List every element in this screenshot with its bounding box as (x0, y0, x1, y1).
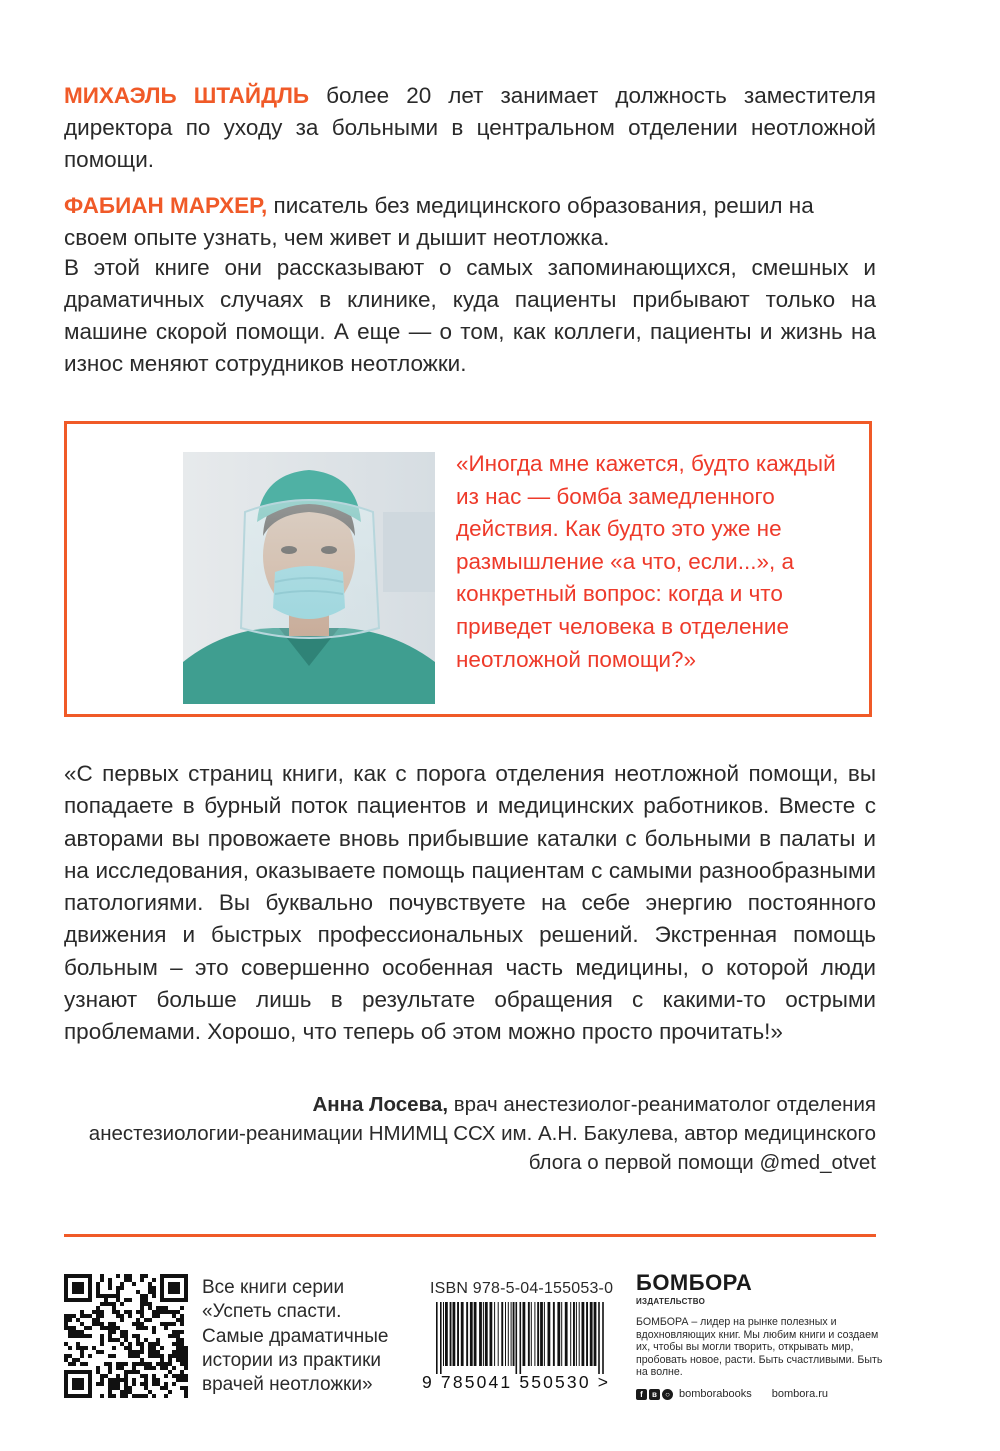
facebook-icon[interactable]: f (636, 1389, 647, 1400)
social-icons (636, 1389, 673, 1400)
authors-section (64, 80, 876, 254)
book-description: В этой книге они рассказывают о самых запоминающихся, смешных и драматичных случаях в клинике, куда пациенты прибывают только на машине скорой помощи. А еще — о том, как коллеги, пациенты и жизнь на износ меняют сотрудников неотложки. (64, 255, 876, 376)
instagram-icon[interactable]: ○ (662, 1389, 673, 1400)
isbn-label: ISBN 978-5-04-155053-0 (430, 1280, 614, 1297)
orange-divider (64, 1234, 876, 1237)
attribution-line-1 (64, 1090, 876, 1119)
publisher-sub: ИЗДАТЕЛЬСТВО (636, 1297, 706, 1306)
website-link[interactable]: bombora.ru (771, 1388, 829, 1400)
publisher-description: БОМБОРА – лидер на рынке полезных и вдохновляющих книг. Мы любим книги и создаем их, чтобы вы могли творить, открывать мир, пробовать новое, расти. Быть счастливыми. Быть на волне. (636, 1316, 883, 1379)
vk-icon[interactable]: в (649, 1389, 660, 1400)
series-text: Все книги серии «Успеть спасти. Самые драматичные истории из практики врачей неотложки» (202, 1277, 389, 1396)
author-1-paragraph (64, 80, 876, 176)
doctor-photo (183, 452, 435, 704)
social-handle[interactable]: bomborabooks (679, 1388, 752, 1400)
reviewer-name: Анна Лосева, (312, 1093, 449, 1116)
publisher-logo: БОМБОРА (636, 1270, 753, 1295)
reviewer-title-2: анестезиологии-реанимации НМИМЦ ССХ им. А.Н. Бакулева, автор медицинского (88, 1122, 876, 1145)
reviewer-title-1: врач анестезиолог-реаниматолог отделения (448, 1093, 876, 1116)
qr-code-icon[interactable] (64, 1274, 188, 1398)
barcode (420, 1302, 610, 1392)
reviewer-title-3: блога о первой помощи @med_otvet (528, 1151, 876, 1174)
review-attribution (64, 1090, 876, 1177)
highlight-quote: «Иногда мне кажется, будто каждый из нас — бомба замедленного действия. Как будто это уже не размышление «а что, если...», а конкретный вопрос: когда и что приведет человека в отделение неотложной помощи?» (456, 451, 836, 672)
quote-box (64, 421, 872, 717)
author-2-name: ФАБИАН МАРХЕР, (64, 193, 268, 218)
author-2-bio: писатель без медицинского образования, решил на своем опыте узнать, чем живет и дышит неотложка. (64, 193, 814, 250)
author-1-bio: более 20 лет занимает должность заместителя директора по уходу за больными в центральном отделении неотложной помощи. (64, 83, 876, 172)
barcode-digits: 9 785041 550530 > (422, 1372, 608, 1392)
publisher-brand (636, 1270, 752, 1306)
author-2-paragraph (64, 190, 876, 254)
author-1-name: МИХАЭЛЬ ШТАЙДЛЬ (64, 83, 310, 108)
social-links (636, 1386, 876, 1402)
review-text: «С первых страниц книги, как с порога отделения неотложной помощи, вы попадаете в бурный поток пациентов и медицинских работников. Вместе с авторами вы провожаете вновь прибывшие каталки с больными в палаты и на исследования, оказываете помощь пациентам с самыми разнообразными патологиями. Вы буквально почувствуете на себе энергию постоянного движения и быстрых профессиональных решений. Экстренная помощь больным – это совершенно особенная часть медицины, о которой люди узнают больше лишь в результате обращения с какими-то острыми проблемами. Хорошо, что теперь об этом можно просто прочитать!» (64, 761, 876, 1045)
